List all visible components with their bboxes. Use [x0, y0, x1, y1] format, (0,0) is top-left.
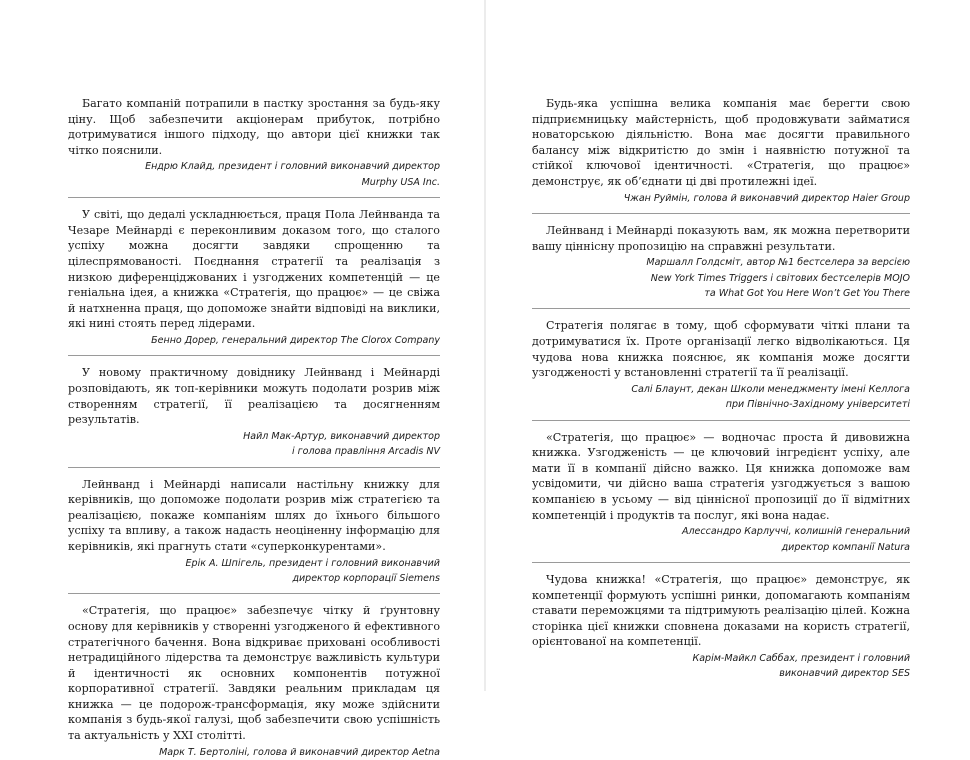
attribution-line: New York Times Triggers і світових бестселерів MOJO [650, 272, 910, 284]
divider [68, 593, 440, 594]
attribution-line: Салі Блаунт, декан Школи менеджменту імені Келлога [631, 383, 910, 395]
quote-text: «Стратегія, що працює» забезпечує чітку й ґрунтовну основу для керівників у створенні узгодженого й ефективного стратегічного бачення. Вона відкриває приховані особливості нетрадиційного лідерства та демонструє важливість культури й ідентичності як основних компонентів потужної корпоративної стратегії. Завдяки реальним прикладам ця книжка — це подорож-трансформація, яку може здійснити компанія з будь-якої галузі, щоб забезпечити свою успішність та актуальність у XXI столітті. [68, 604, 440, 743]
quote-text: Будь-яка успішна велика компанія має берегти свою підприємницьку майстерність, щоб продовжувати займатися новаторською діяльністю. Вона має досягти правильного балансу між відкритістю до змін і наявністю потужної та стійкої ключової ідентичності. «Стратегія, що працює» демонструє, як об’єднати ці дві протилежні ідеї. [532, 97, 910, 188]
quote-attribution [68, 745, 440, 760]
quote-attribution [68, 159, 440, 190]
quote-attribution [532, 382, 910, 413]
left-page [68, 96, 440, 760]
attribution-line: Найл Мак-Артур, виконавчий директор [243, 430, 440, 442]
divider [68, 197, 440, 198]
attribution-line: Алессандро Карлуччі, колишній генеральний [681, 526, 910, 538]
quote-text: Багато компаній потрапили в пастку зростання за будь-яку ціну. Щоб забезпечити акціонерам прибуток, потрібно дотримуватися іншого підходу, що автори цієї книжки так чітко пояснили. [68, 97, 440, 157]
quote-attribution [68, 429, 440, 460]
quote-text: «Стратегія, що працює» — водночас проста й дивовижна книжка. Узгодженість — це ключовий інгредієнт успіху, але мати її в компанії дійсно важко. Ця книжка допоможе вам усвідомити, чи дійсно ваша стратегія узгоджується з вашою компанією в усьому — від ціннісної пропозиції до її відмітних компетенцій і продуктів та послуг, які вона надає. [532, 430, 910, 522]
quote-text: Лейнванд і Мейнарді показують вам, як можна перетворити вашу ціннісну пропозицію на справжні результати. [532, 223, 910, 253]
attribution-line: Murphy USA Inc. [361, 176, 440, 188]
divider [532, 420, 910, 421]
quote-attribution [532, 651, 910, 682]
quote-attribution [532, 524, 910, 555]
divider [532, 213, 910, 214]
quote-text: У світі, що дедалі ускладнюється, праця Пола Лейнванда та Чезаре Мейнарді є переконливим доказом того, що сталого успіху можна досягти завдяки спрощенню та цілеспрямованості. Поєднання стратегії та реалізація з низкою диференціджованих і узгоджених компетенцій — це геніальна ідея, а книжка «Стратегія, що працює» — це свіжа й натхненна праця, що допоможе знайти відповіді на виклики, які нині стоять перед лідерами. [68, 208, 440, 331]
endorsement-quote [68, 477, 440, 587]
endorsement-quote [68, 96, 440, 190]
attribution-line: Ерік А. Шпігель, президент і головний виконавчий [185, 557, 440, 569]
right-page [532, 96, 910, 682]
attribution-line: директор компанії Natura [781, 541, 910, 553]
attribution-line: і голова правління Arcadis NV [291, 446, 440, 458]
attribution-line: та What Got You Here Won’t Get You There [704, 287, 910, 299]
divider [68, 355, 440, 356]
quote-text: Чудова книжка! «Стратегія, що працює» демонструє, як компетенції формують успішні ринки, допомагають компаніям ставати переможцями та підтримують реалізацію цілей. Кожна сторінка цієї книжки сповнена доказами на користь стратегії, орієнтованої на компетенції. [532, 572, 910, 649]
attribution-line: директор корпорації Siemens [292, 572, 440, 584]
quote-attribution [68, 333, 440, 348]
page-gutter [484, 0, 486, 691]
quote-text: У новому практичному довіднику Лейнванд і Мейнарді розповідають, як топ-керівники можуть подолати розрив між створенням стратегії, її реалізацією та досягненням результатів. [68, 366, 440, 427]
quote-attribution [532, 255, 910, 301]
attribution-line: при Північно-Західному університеті [725, 399, 910, 411]
endorsement-quote [68, 207, 440, 348]
quote-text: Лейнванд і Мейнарді написали настільну книжку для керівників, що допоможе подолати розрив між стратегією та реалізацією, покаже компаніям шлях до їхнього більшого успіху та впливу, а також надасть неоціненну інформацію для керівників, які прагнуть стати «суперконкурентами». [68, 477, 440, 553]
quote-attribution [532, 191, 910, 206]
quote-attribution [68, 556, 440, 587]
endorsement-quote [532, 96, 910, 206]
endorsement-quote [532, 572, 910, 682]
endorsement-quote [68, 365, 440, 459]
attribution-line: Бенно Дорер, генеральний директор The Clorox Company [151, 334, 440, 346]
attribution-line: виконавчий директор SES [779, 668, 910, 680]
attribution-line: Чжан Руймін, голова й виконавчий директор Haier Group [623, 192, 910, 204]
endorsement-quote [532, 223, 910, 301]
attribution-line: Ендрю Клайд, президент і головний виконавчий директор [145, 161, 440, 173]
divider [532, 562, 910, 563]
attribution-line: Маршалл Голдсміт, автор №1 бестселера за версією [646, 257, 910, 269]
divider [532, 308, 910, 309]
attribution-line: Карім-Майкл Саббах, президент і головний [692, 652, 910, 664]
attribution-line: Марк Т. Бертоліні, голова й виконавчий директор Aetna [159, 746, 440, 758]
endorsement-quote [68, 603, 440, 760]
endorsement-quote [532, 430, 910, 555]
quote-text: Стратегія полягає в тому, щоб сформувати чіткі плани та дотримуватися їх. Проте організації легко відволікаються. Ця чудова нова книжка пояснює, як компанія може досягти узгодженості у встановленні стратегії та її реалізації. [532, 319, 910, 380]
divider [68, 467, 440, 468]
endorsement-quote [532, 318, 910, 412]
